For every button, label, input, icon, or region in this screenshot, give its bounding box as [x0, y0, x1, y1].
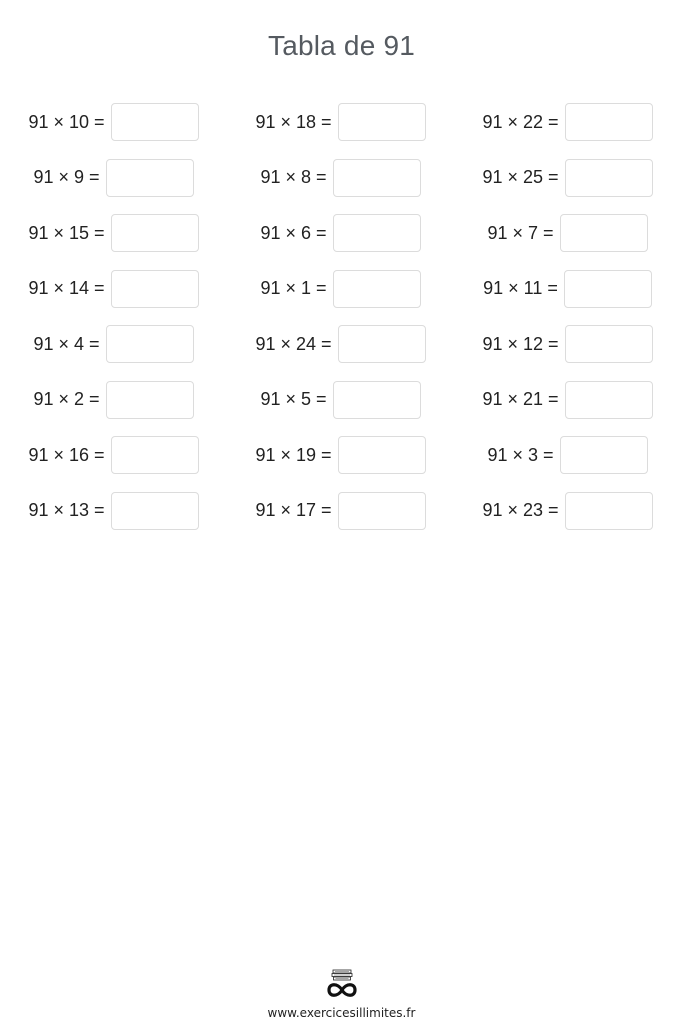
exercise-row — [454, 158, 681, 198]
equation-label: 91 × 4 = — [33, 333, 100, 354]
answer-input[interactable] — [565, 159, 653, 197]
answer-input[interactable] — [333, 270, 421, 308]
equation-label: 91 × 6 = — [260, 222, 327, 243]
exercise-column-2 — [227, 102, 454, 546]
exercise-row — [0, 324, 227, 364]
answer-input[interactable] — [333, 214, 421, 252]
equation-label: 91 × 21 = — [482, 389, 559, 409]
equation-label: 91 × 14 = — [28, 278, 105, 298]
exercise-row — [227, 435, 454, 475]
equation-label: 91 × 16 = — [28, 444, 105, 465]
answer-input[interactable] — [333, 159, 421, 197]
exercise-row — [227, 491, 454, 531]
equation-label: 91 × 13 = — [28, 500, 105, 520]
answer-input[interactable] — [333, 381, 421, 419]
equation-label: 91 × 18 = — [255, 111, 332, 132]
answer-input[interactable] — [111, 436, 199, 474]
page-title: Tabla de 91 — [268, 30, 415, 61]
answer-input[interactable] — [565, 381, 653, 419]
equation-label: 91 × 3 = — [487, 444, 554, 465]
exercise-row — [454, 213, 681, 253]
answer-input[interactable] — [338, 436, 426, 474]
answer-input[interactable] — [111, 214, 199, 252]
equation-label: 91 × 23 = — [482, 500, 559, 520]
equation-label: 91 × 5 = — [260, 389, 327, 409]
equation-label: 91 × 8 = — [260, 167, 327, 187]
answer-input[interactable] — [111, 492, 199, 530]
exercise-row — [0, 269, 227, 309]
equation-label: 91 × 11 = — [483, 278, 558, 298]
exercise-row — [0, 213, 227, 253]
exercise-row — [0, 491, 227, 531]
equation-label: 91 × 24 = — [255, 333, 332, 354]
equation-label: 91 × 15 = — [28, 222, 105, 243]
exercise-row — [454, 269, 681, 309]
exercise-row — [0, 158, 227, 198]
footer-url: www.exercicesillimites.fr — [267, 1006, 416, 1020]
equation-label: 91 × 7 = — [487, 222, 554, 243]
exercise-row — [454, 491, 681, 531]
exercise-column-3 — [454, 102, 681, 546]
equation-label: 91 × 2 = — [33, 389, 100, 409]
equation-label: 91 × 10 = — [28, 111, 105, 132]
exercise-row — [454, 435, 681, 475]
exercise-row — [227, 324, 454, 364]
answer-input[interactable] — [564, 270, 652, 308]
equation-label: 91 × 17 = — [255, 500, 332, 520]
equation-label: 91 × 25 = — [482, 167, 559, 187]
exercise-row — [227, 102, 454, 142]
answer-input[interactable] — [565, 325, 653, 363]
answer-input[interactable] — [560, 214, 648, 252]
answer-input[interactable] — [111, 103, 199, 141]
exercise-row — [454, 324, 681, 364]
answer-input[interactable] — [565, 103, 653, 141]
answer-input[interactable] — [338, 492, 426, 530]
exercise-row — [0, 435, 227, 475]
answer-input[interactable] — [106, 381, 194, 419]
exercise-row — [454, 102, 681, 142]
equation-label: 91 × 12 = — [482, 333, 559, 354]
answer-input[interactable] — [338, 325, 426, 363]
exercise-column-1 — [0, 102, 227, 546]
answer-input[interactable] — [106, 325, 194, 363]
answer-input[interactable] — [111, 270, 199, 308]
answer-input[interactable] — [560, 436, 648, 474]
exercise-row — [227, 269, 454, 309]
exercise-row — [227, 213, 454, 253]
exercise-row — [227, 158, 454, 198]
equation-label: 91 × 9 = — [33, 167, 100, 187]
infinity-books-logo-icon — [321, 968, 363, 1000]
equation-label: 91 × 22 = — [482, 111, 559, 132]
exercise-row — [454, 380, 681, 420]
answer-input[interactable] — [565, 492, 653, 530]
answer-input[interactable] — [106, 159, 194, 197]
exercise-row — [0, 102, 227, 142]
answer-input[interactable] — [338, 103, 426, 141]
exercise-row — [227, 380, 454, 420]
equation-label: 91 × 1 = — [260, 278, 327, 298]
exercise-row — [0, 380, 227, 420]
equation-label: 91 × 19 = — [255, 444, 332, 465]
